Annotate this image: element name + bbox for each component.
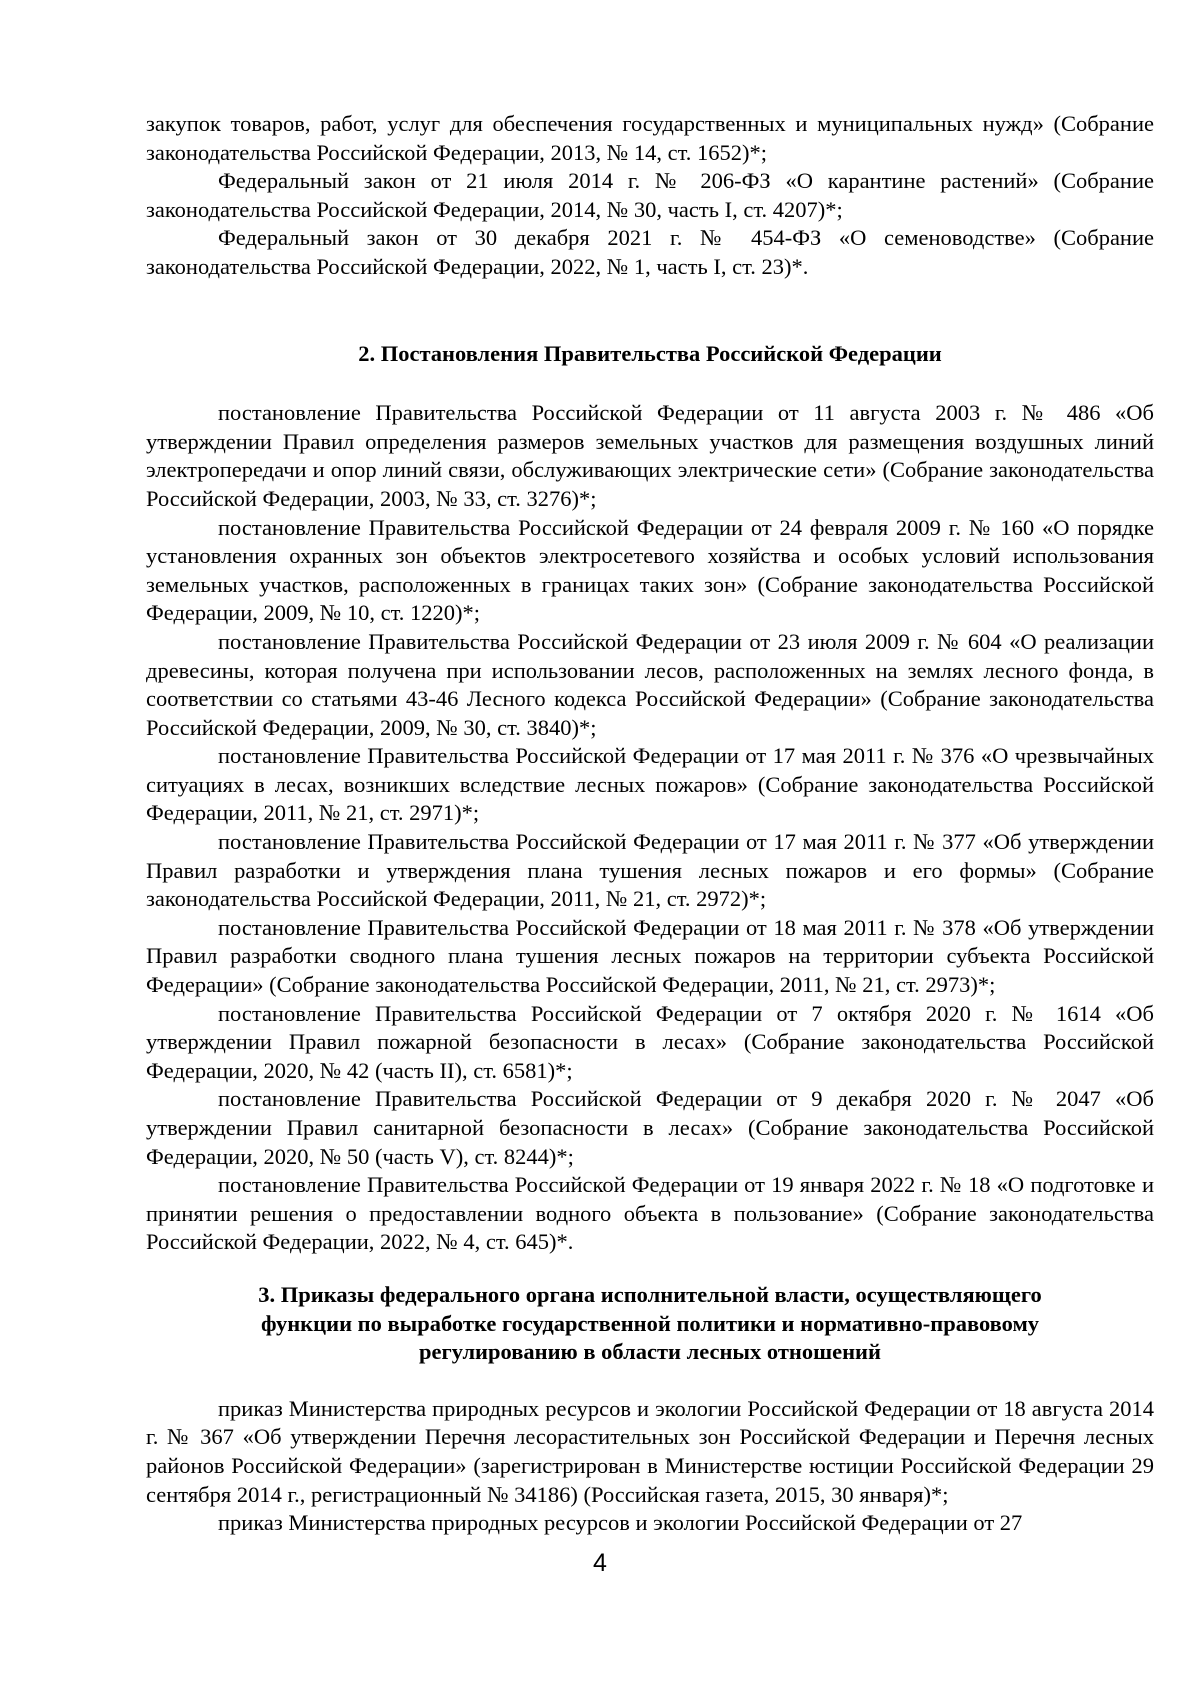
section-heading: 3. Приказы федерального органа исполнительной власти, осуществляющего функции по выработке государственной политики и нормативно-правовому регулированию в области лесных отношений bbox=[258, 1281, 1042, 1365]
list-item: приказ Министерства природных ресурсов и экологии Российской Федерации от 27 bbox=[218, 1510, 1023, 1536]
list-item: постановление Правительства Российской Федерации от 19 января 2022 г. № 18 «О подготовке и принятии решения о предоставлении водного объекта в пользование» (Собрание законодательства Российской Федерации, 2022, № 4, ст. 645)*. bbox=[146, 1172, 1154, 1255]
paragraph: Федеральный закон от 21 июля 2014 г. № 206-ФЗ «О карантине растений» (Собрание законодательства Российской Федерации, 2014, № 30, часть I, ст. 4207)*; bbox=[146, 168, 1154, 222]
paragraph: Федеральный закон от 30 декабря 2021 г. № 454-ФЗ «О семеноводстве» (Собрание законодательства Российской Федерации, 2022, № 1, часть I, ст. 23)*. bbox=[146, 225, 1154, 279]
list-item: постановление Правительства Российской Федерации от 7 октября 2020 г. № 1614 «Об утверждении Правил пожарной безопасности в лесах» (Собрание законодательства Российской Федерации, 2020, № 42 (часть II), ст. 6581)*; bbox=[146, 1000, 1154, 1083]
section-heading: 2. Постановления Правительства Российской Федерации bbox=[358, 340, 942, 366]
list-item: постановление Правительства Российской Федерации от 17 мая 2011 г. № 376 «О чрезвычайных ситуациях в лесах, возникших вследствие лесных пожаров» (Собрание законодательства Российской Федерации, 2011, № 21, ст. 2971)*; bbox=[146, 743, 1154, 826]
document-page bbox=[146, 110, 1154, 1538]
list-item: постановление Правительства Российской Федерации от 24 февраля 2009 г. № 160 «О порядке установления охранных зон объектов электросетевого хозяйства и особых условий использования земельных участков, расположенных в границах таких зон» (Собрание законодательства Российской Федерации, 2009, № 10, ст. 1220)*; bbox=[146, 514, 1154, 626]
list-item: постановление Правительства Российской Федерации от 18 мая 2011 г. № 378 «Об утверждении Правил разработки сводного плана тушения лесных пожаров на территории субъекта Российской Федерации» (Собрание законодательства Российской Федерации, 2011, № 21, ст. 2973)*; bbox=[146, 914, 1154, 998]
list-item: постановление Правительства Российской Федерации от 17 мая 2011 г. № 377 «Об утверждении Правил разработки и утверждения плана тушения лесных пожаров и его формы» (Собрание законодательства Российской Федерации, 2011, № 21, ст. 2972)*; bbox=[146, 829, 1154, 912]
page-number: 4 bbox=[593, 1549, 607, 1577]
list-item: приказ Министерства природных ресурсов и экологии Российской Федерации от 18 августа 2014 г. № 367 «Об утверждении Перечня лесорастительных зон Российской Федерации и Перечня лесных районов Российской Федерации» (зарегистрирован в Министерстве юстиции Российской Федерации 29 сентября 2014 г., регистрационный № 34186) (Российская газета, 2015, 30 января)*; bbox=[146, 1395, 1154, 1507]
list-item: постановление Правительства Российской Федерации от 9 декабря 2020 г. № 2047 «Об утверждении Правил санитарной безопасности в лесах» (Собрание законодательства Российской Федерации, 2020, № 50 (часть V), ст. 8244)*; bbox=[146, 1086, 1154, 1169]
list-item: постановление Правительства Российской Федерации от 23 июля 2009 г. № 604 «О реализации древесины, которая получена при использовании лесов, расположенных на землях лесного фонда, в соответствии со статьями 43-46 Лесного кодекса Российской Федерации» (Собрание законодательства Российской Федерации, 2009, № 30, ст. 3840)*; bbox=[146, 628, 1154, 740]
paragraph: закупок товаров, работ, услуг для обеспечения государственных и муниципальных нужд» (Собрание законодательства Российской Федерации, 2013, № 14, ст. 1652)*; bbox=[146, 111, 1154, 165]
list-item: постановление Правительства Российской Федерации от 11 августа 2003 г. № 486 «Об утверждении Правил определения размеров земельных участков для размещения воздушных линий электропередачи и опор линий связи, обслуживающих электрические сети» (Собрание законодательства Российской Федерации, 2003, № 33, ст. 3276)*; bbox=[146, 400, 1154, 511]
